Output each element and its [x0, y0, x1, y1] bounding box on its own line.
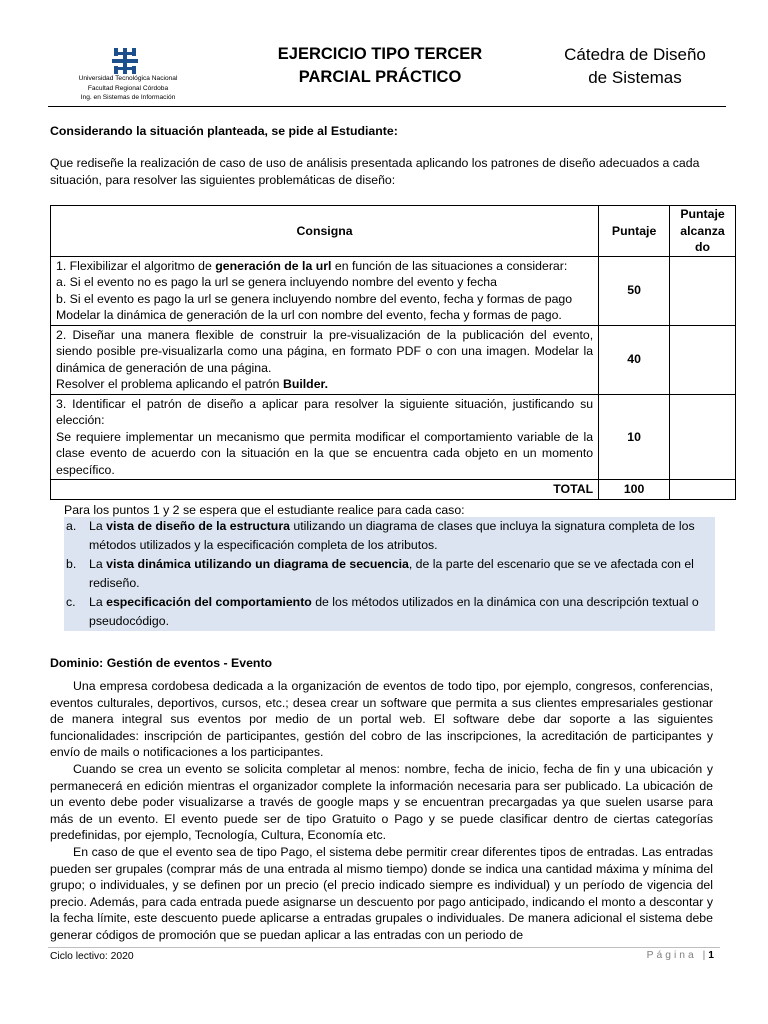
table-total-row: [51, 480, 736, 500]
document-title: EJERCICIO TIPO TERCER PARCIAL PRÁCTICO: [277, 45, 483, 86]
list-item: b. La vista dinámica utilizando un diagrama de secuencia, de la parte del escenario que se ve afectada con el rediseño.: [66, 557, 694, 590]
table-header-row: [51, 206, 736, 257]
list-item: a. La vista de diseño de la estructura utilizando un diagrama de clases que incluya la signatura completa de los métodos utilizados y la especificación completa de los atributos.: [66, 519, 695, 552]
catedra-name: Cátedra de Diseño de Sistemas: [564, 45, 706, 87]
footer-page-number: Página |1: [646, 950, 714, 961]
header-divider: [48, 106, 726, 107]
table-row: [51, 394, 736, 480]
consigna-cell: 3. Identificar el patrón de diseño a aplicar para resolver la siguiente situación, justificando su elección: Se requiere implementar un mecanismo que permita modificar el comportamiento variable de la clase evento de acuerdo con la situación en la que se encuentra cada objeto en un momento específico.: [51, 394, 599, 480]
header-consigna: Consigna: [51, 206, 599, 257]
alcanzado-cell: [670, 394, 736, 480]
header-puntaje: Puntaje: [599, 206, 670, 257]
footer-divider: [48, 947, 720, 948]
requirements-list: [64, 517, 715, 631]
table-row: [51, 325, 736, 394]
grading-table: [50, 205, 736, 500]
puntaje-cell: 10: [599, 394, 670, 480]
consigna-cell: 1. Flexibilizar el algoritmo de generación de la url en función de las situaciones a considerar: a. Si el evento no es pago la url se genera incluyendo nombre del evento y fecha b. Si el evento es pago la url se genera incluyendo nombre del evento, fecha y formas de pago Modelar la dinámica de generación de la url con nombre del evento, fecha y formas de pago.: [51, 256, 599, 325]
list-item: c. La especificación del comportamiento de los métodos utilizados en la dinámica con una descripción textual o pseudocódigo.: [66, 595, 699, 628]
domain-heading: Dominio: Gestión de eventos - Evento: [50, 656, 273, 670]
domain-paragraph: En caso de que el evento sea de tipo Pago, el sistema debe permitir crear diferentes tipos de entradas. Las entradas pueden ser grupales (comprar más de una entrada al mismo tiempo) donde se indica una cantidad máxima y mínima del grupo; o individuales, y se definen por un precio (el precio indicado siempre es individual) y un período de vigencia del precio. Además, para cada entrada puede asignarse un descuento por pago anticipado, indicando el monto a descontar y la fecha límite, este descuento puede aplicarse a entradas grupales o individuales. De manera adicional el sistema debe generar códigos de promoción que se puedan aplicar a las entradas con un periodo de: [50, 844, 713, 942]
utn-logo-icon: [110, 48, 140, 74]
domain-paragraph: Cuando se crea un evento se solicita completar al menos: nombre, fecha de inicio, fecha de fin y una ubicación y permanecerá en edición mientras el organizador complete la información necesaria para ser publicado. La ubicación de un evento debe poder visualizarse a través de google maps y se encuentran precargadas ya que suelen usarse para más de un evento. El evento puede ser de tipo Gratuito o Pago y se puede clasificar dentro de ciertas categorías predefinidas, por ejemplo, Tecnología, Cultura, Economía etc.: [50, 761, 713, 843]
total-value: 100: [599, 480, 670, 500]
university-name: Universidad Tecnológica Nacional Facultad Regional Córdoba Ing. en Sistemas de Información: [78, 75, 178, 101]
footer-ciclo: Ciclo lectivo: 2020: [50, 951, 134, 962]
puntaje-cell: 40: [599, 325, 670, 394]
header-puntaje-alcanzado: Puntaje alcanza do: [670, 206, 736, 257]
total-label: TOTAL: [51, 480, 599, 500]
total-alcanzado-cell: [670, 480, 736, 500]
table-row: [51, 256, 736, 325]
intro-paragraph: Que rediseñe la realización de caso de uso de análisis presentada aplicando los patrones de diseño adecuados a cada situación, para resolver las siguientes problemáticas de diseño:: [50, 156, 700, 187]
alcanzado-cell: [670, 256, 736, 325]
consigna-cell: 2. Diseñar una manera flexible de construir la pre-visualización de la publicación del evento, siendo posible pre-visualizarla como una página, en formato PDF o con una imagen. Modelar la dinámica de generación de una página. Resolver el problema aplicando el patrón Builder.: [51, 325, 599, 394]
domain-paragraph: Una empresa cordobesa dedicada a la organización de eventos de todo tipo, por ejemplo, congresos, conferencias, eventos culturales, deportivos, cursos, etc.; desea crear un software que permita a sus clientes empresariales gestionar de manera integral sus eventos por medio de un portal web. El software debe dar soporte a las siguientes funcionalidades: inscripción de participantes, gestión del cobro de las inscripciones, la acreditación de participantes y envío de mails o notificaciones a los participantes.: [50, 679, 713, 760]
domain-body: [50, 678, 713, 944]
alcanzado-cell: [670, 325, 736, 394]
intro-heading: Considerando la situación planteada, se pide al Estudiante:: [50, 124, 398, 138]
requirements-intro: Para los puntos 1 y 2 se espera que el estudiante realice para cada caso:: [64, 503, 465, 517]
puntaje-cell: 50: [599, 256, 670, 325]
